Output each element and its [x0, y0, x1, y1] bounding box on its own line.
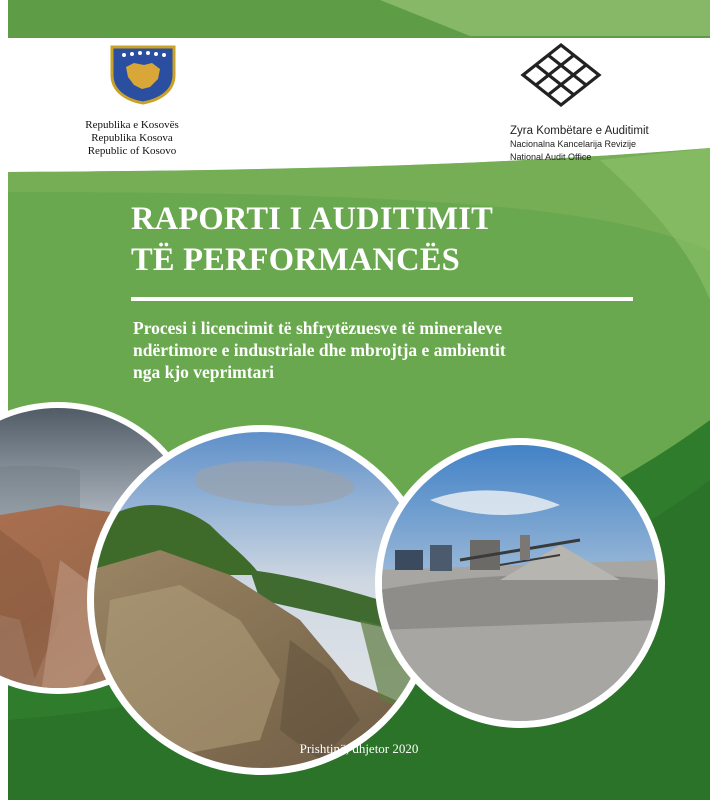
report-title-line-1: RAPORTI I AUDITIMIT — [131, 201, 494, 237]
audit-office-names — [510, 124, 710, 164]
title-divider — [131, 297, 633, 301]
audit-office-name: Zyra Kombëtare e Auditimit — [510, 125, 649, 137]
report-title-line-2: TË PERFORMANCËS — [131, 242, 460, 278]
issuer-country-names — [52, 119, 212, 158]
kosovo-coat-of-arms-icon — [108, 43, 178, 105]
report-title — [131, 199, 691, 281]
audit-office-name-english: National Audit Office — [510, 152, 592, 162]
report-subtitle — [133, 317, 693, 383]
national-audit-office-lattice-icon — [520, 42, 602, 108]
issuer-line-albanian: Republika e Kosovës — [85, 119, 179, 131]
report-subtitle-line-2: ndërtimore e industriale dhe mbrojtja e ambientit — [133, 340, 506, 360]
report-subtitle-line-1: Procesi i licencimit të shfrytëzuesve të mineraleve — [133, 318, 502, 338]
issuer-line-english: Republic of Kosovo — [87, 145, 177, 157]
issuer-line-serbian: Republika Kosova — [91, 132, 173, 144]
audit-office-name-serbian: Nacionalna Kancelarija Revizije — [510, 139, 637, 149]
report-subtitle-line-3: nga kjo veprimtari — [133, 362, 274, 382]
report-place-date: Prishtinë, dhjetor 2020 — [299, 741, 419, 756]
